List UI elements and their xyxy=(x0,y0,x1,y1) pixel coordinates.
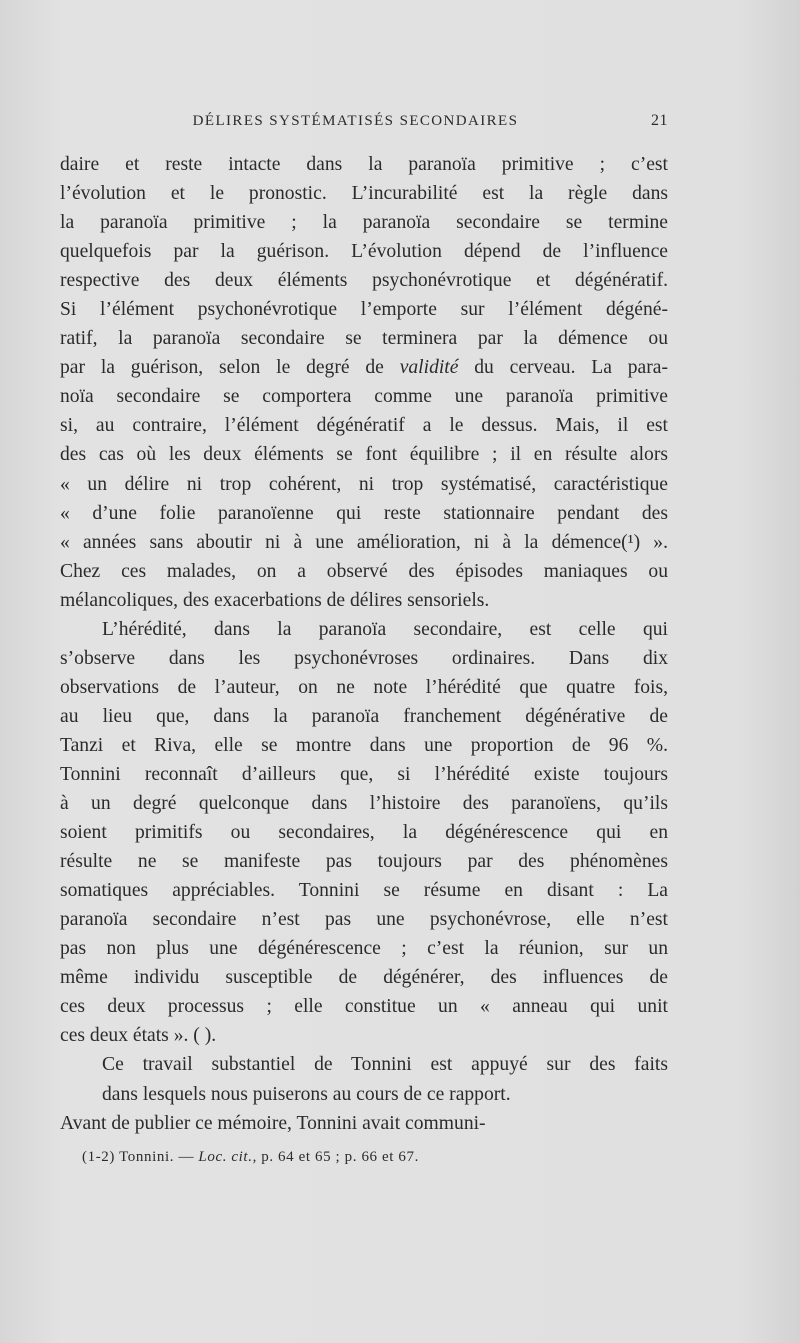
italic-word: validité xyxy=(399,357,459,379)
text-line: si, au contraire, l’élément dégénératif a le dessus. Mais, il est xyxy=(60,415,668,437)
footnote-reference: Loc. cit. xyxy=(198,1149,253,1165)
text-line: même individu susceptible de dégénérer, des influences de xyxy=(60,967,668,989)
text-line: « années sans aboutir ni à une amélioration, ni à la démence(¹) ». xyxy=(60,531,668,553)
text-line: noïa secondaire se comportera comme une paranoïa primitive xyxy=(60,386,668,408)
text-line: la paranoïa primitive ; la paranoïa secondaire se termine xyxy=(60,212,668,234)
text-line: Tonnini reconnaît d’ailleurs que, si l’hérédité existe toujours xyxy=(60,763,668,785)
text-line: somatiques appréciables. Tonnini se résume en disant : La xyxy=(60,880,668,902)
text-line: observations de l’auteur, on ne note l’hérédité que quatre fois, xyxy=(60,676,668,698)
text-line: mélancoliques, des exacerbations de délires sensoriels. xyxy=(60,589,490,611)
footnote xyxy=(82,1149,419,1166)
running-title: DÉLIRES SYSTÉMATISÉS SECONDAIRES xyxy=(192,113,519,129)
text-line: respective des deux éléments psychonévrotique et dégénératif. xyxy=(60,270,668,292)
text-line: s’observe dans les psychonévroses ordinaires. Dans dix xyxy=(60,647,668,669)
text-line: à un degré quelconque dans l’histoire des paranoïens, qu’ils xyxy=(60,793,668,815)
text-line: L’hérédité, dans la paranoïa secondaire, est celle qui xyxy=(102,618,668,640)
footnote-pages: , p. 64 et 65 ; p. 66 et 67. xyxy=(252,1149,419,1165)
text-line: pas non plus une dégénérescence ; c’est la réunion, sur un xyxy=(60,938,668,960)
text-line: « d’une folie paranoïenne qui reste stationnaire pendant des xyxy=(60,502,668,524)
text-line: daire et reste intacte dans la paranoïa primitive ; c’est xyxy=(60,154,668,175)
text-line: quelquefois par la guérison. L’évolution dépend de l’influence xyxy=(60,241,668,263)
text-line: Tanzi et Riva, elle se montre dans une proportion de 96 %. xyxy=(60,734,668,756)
text-line: résulte ne se manifeste pas toujours par des phénomènes xyxy=(60,851,668,873)
text-line: Chez ces malades, on a observé des épisodes maniaques ou xyxy=(60,560,668,582)
footnote-marker: (1-2) xyxy=(82,1149,115,1165)
text-line: des cas où les deux éléments se font équilibre ; il en résulte alors xyxy=(60,444,668,466)
page-number: 21 xyxy=(651,112,668,129)
running-header xyxy=(60,112,668,130)
text-line: ces deux processus ; elle constitue un « anneau qui unit xyxy=(60,996,668,1018)
body-text xyxy=(60,150,668,1138)
text-line: soient primitifs ou secondaires, la dégénérescence qui en xyxy=(60,822,668,844)
text-line: ratif, la paranoïa secondaire se terminera par la démence ou xyxy=(60,328,668,350)
text-line: par la guérison, selon le degré de validité du cerveau. La para- xyxy=(60,357,668,379)
text-line: l’évolution et le pronostic. L’incurabilité est la règle dans xyxy=(60,183,668,205)
text-line: au lieu que, dans la paranoïa franchement dégénérative de xyxy=(60,705,668,727)
text-line: dans lesquels nous puiserons au cours de ce rapport. xyxy=(102,1083,511,1105)
text-line: Si l’élément psychonévrotique l’emporte sur l’élément dégéné- xyxy=(60,299,668,321)
text-line: paranoïa secondaire n’est pas une psychonévrose, elle n’est xyxy=(60,909,668,931)
text-line: Ce travail substantiel de Tonnini est appuyé sur des faits xyxy=(102,1054,668,1076)
text-line: ces deux états ». ( ). xyxy=(60,1025,217,1047)
footnote-author: Tonnini. — xyxy=(119,1149,195,1165)
text-line: Avant de publier ce mémoire, Tonnini avait communi- xyxy=(60,1112,486,1134)
text-line: « un délire ni trop cohérent, ni trop systématisé, caractéristique xyxy=(60,473,668,495)
